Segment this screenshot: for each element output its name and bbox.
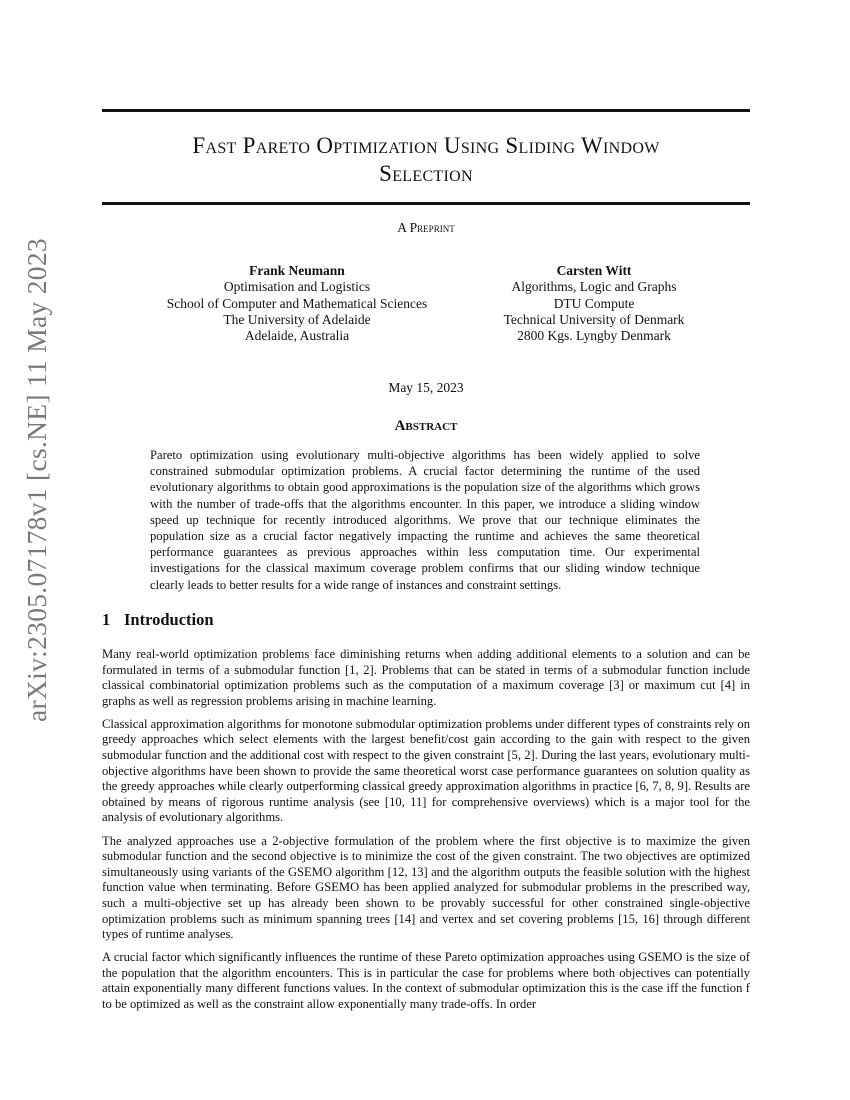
preprint-label: A Preprint — [397, 220, 455, 235]
author-block-1 — [147, 263, 447, 344]
title-line-1: Fast Pareto Optimization Using Sliding Window — [192, 133, 660, 158]
author-affiliation-line: Technical University of Denmark — [503, 311, 685, 327]
title-line-2: Selection — [379, 161, 473, 186]
arxiv-identifier-stamp: arXiv:2305.07178v1 [cs.NE] 11 May 2023 — [21, 238, 52, 722]
author-affiliation-line: DTU Compute — [553, 295, 635, 311]
title-bottom-rule — [102, 202, 750, 205]
author-block-2 — [474, 263, 714, 344]
body-paragraph: Classical approximation algorithms for monotone submodular optimization problems under different types of constraints rely on greedy approaches which select elements with the largest benefit/cost gain according to the gain with respect to the given submodular function and the additional cost with respect to the given constraint [5, 2]. During the last years, evolutionary multi-objective algorithms have been shown to provide the same theoretical worst case performance guarantees on solution quality as the greedy approaches while clearly outperforming classical greedy approximation algorithms in practice [6, 7, 8, 9]. Results are obtained by means of rigorous runtime analysis (see [10, 11] for comprehensive overviews) which is a major tool for the analysis of evolutionary algorithms. — [102, 716, 750, 825]
author-name: Frank Neumann — [249, 263, 345, 278]
publication-date: May 15, 2023 — [388, 380, 464, 395]
section-number: 1 — [102, 610, 111, 629]
author-name: Carsten Witt — [556, 263, 632, 278]
author-affiliation-line: Optimisation and Logistics — [223, 279, 371, 295]
paper-title — [102, 132, 750, 188]
body-paragraph: A crucial factor which significantly influences the runtime of these Pareto optimization approaches using GSEMO is the size of the population that the algorithm encounters. This is in particular the case for problems where both objectives can potentially attain exponentially many different functions values. In the context of submodular optimization this is the case iff the function f to be optimized as well as the constraint allow exponentially many trade-offs. In order — [102, 950, 750, 1011]
author-affiliation-line: 2800 Kgs. Lyngby Denmark — [517, 328, 671, 344]
author-affiliation-line: The University of Adelaide — [223, 311, 371, 327]
section-heading — [102, 610, 214, 630]
author-affiliation-line: School of Computer and Mathematical Sciences — [166, 295, 428, 311]
section-title: Introduction — [124, 610, 214, 629]
section-body — [102, 647, 750, 1020]
author-affiliation-line: Adelaide, Australia — [244, 328, 350, 344]
abstract-text: Pareto optimization using evolutionary multi-objective algorithms has been widely applied to solve constrained submodular optimization problems. A crucial factor determining the runtime of the used evolutionary algorithms to obtain good approximations is the population size of the algorithms which grows with the number of trade-offs that the algorithms encounter. In this paper, we introduce a sliding window speed up technique for recently introduced algorithms. We prove that our technique eliminates the population size as a crucial factor negatively impacting the runtime and achieves the same theoretical performance guarantees as previous approaches within less computation time. Our experimental investigations for the classical maximum coverage problem confirms that our sliding window technique clearly leads to better results for a wide range of instances and constraint settings. — [150, 448, 700, 592]
body-paragraph: Many real-world optimization problems face diminishing returns when adding additional elements to a solution and can be formulated in terms of a submodular function [1, 2]. Problems that can be stated in terms of a submodular function include classical combinatorial optimization problems such as the computation of a maximum coverage [3] or maximum cut [4] in graphs as well as regression problems arising in machine learning. — [102, 647, 750, 708]
author-affiliation-line: Algorithms, Logic and Graphs — [511, 279, 677, 295]
title-top-rule — [102, 109, 750, 112]
abstract-heading: Abstract — [394, 418, 458, 434]
body-paragraph: The analyzed approaches use a 2-objective formulation of the problem where the first objective is to maximize the given submodular function and the second objective is to minimize the cost of the given constraint. The two objectives are optimized simultaneously using variants of the GSEMO algorithm [12, 13] and the algorithm outputs the feasible solution with the highest function value when terminating. Before GSEMO has been applied analyzed for submodular problems in the prescribed way, such a multi-objective set up has already been shown to be provably successful for other constrained single-objective optimization problems such as minimum spanning trees [14] and vertex and set covering problems [15, 16] through different types of runtime analyses. — [102, 833, 750, 942]
